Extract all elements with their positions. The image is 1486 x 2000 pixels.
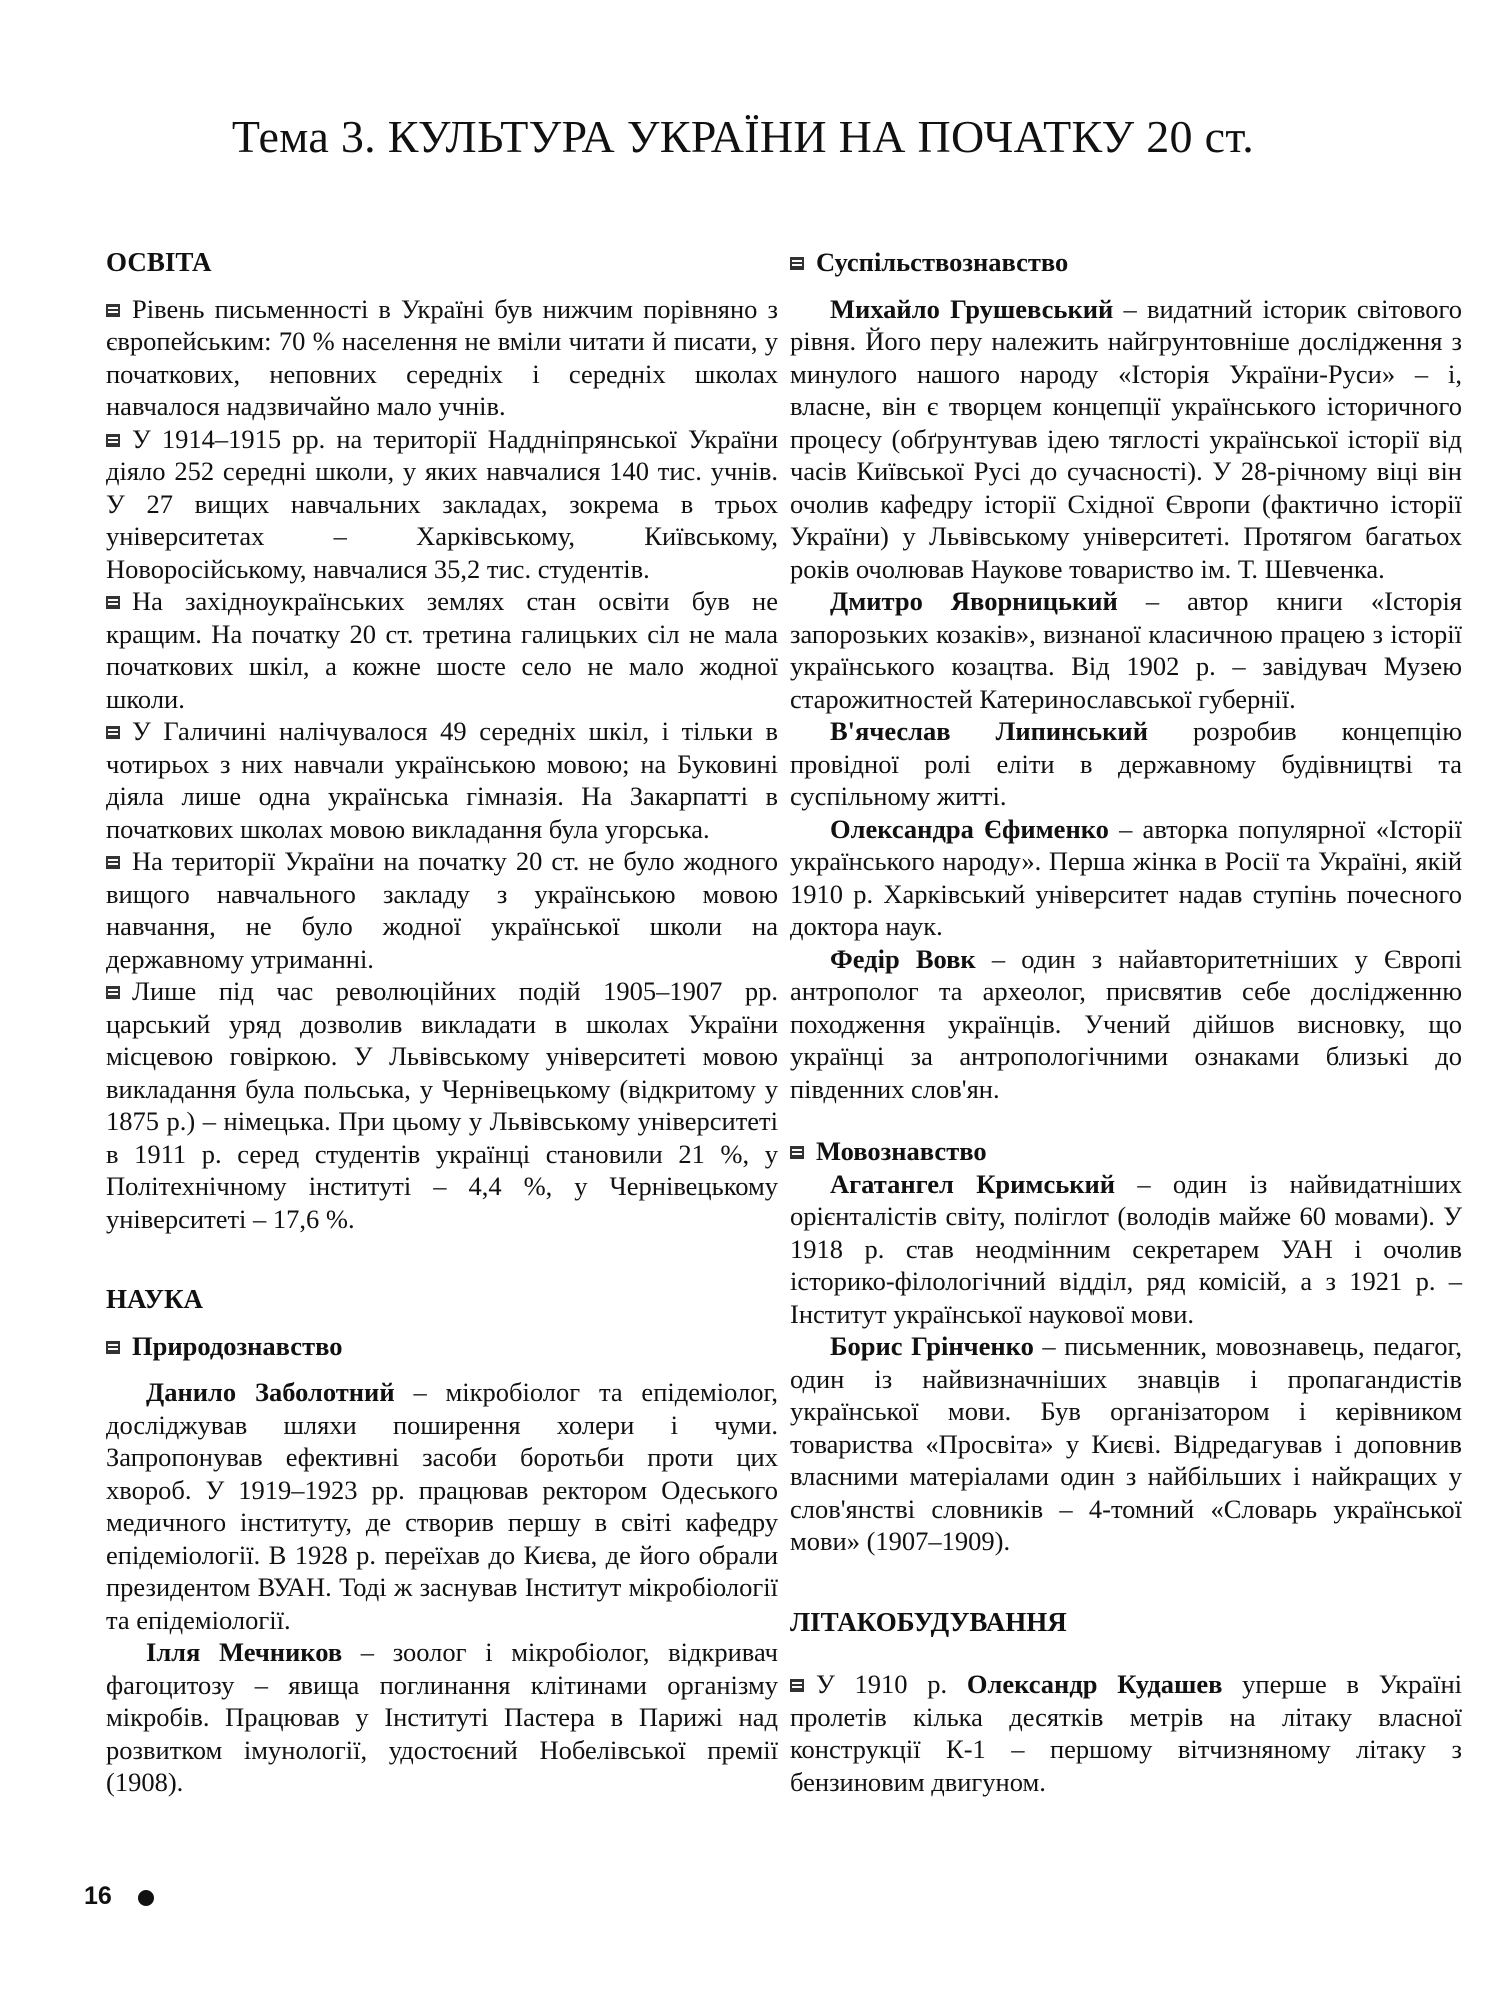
hrushevsky-text: – видатний історик світового рівня. Його перу належить найгрунтовніше дослідження з минулого нашого народу «Історія України-Руси» – і, власне, він є творцем концепції українського історичного процесу (обґрунтував ідею тяглості української історії від часів Київської Русі до сучасності). У 28-річному віці він очолив кафедру історії Східної Європи (фактично історії України) у Львівському університеті. Протягом багатьох років очолював Наукове товариство ім. Т. Шевченка.	[790, 293, 1463, 584]
kudashev-pre: У 1910 р.	[816, 1669, 967, 1699]
krymsky-paragraph	[790, 1168, 1462, 1331]
yavornytsky-text: – автор книги «Історія запорозьких козаків», визнаної класичною працею з історії українського козацтва. Від 1902 р. – завідувач Музею старожитностей Катеринославської губернії.	[790, 586, 1462, 714]
yefymenko-paragraph	[790, 813, 1462, 943]
zabolotny-name: Данило Заболотний	[146, 1377, 395, 1407]
hrushevsky-paragraph	[790, 293, 1462, 586]
hrinchenko-text: – письменник, мовознавець, педагог, один із найвизначніших знавців і пропагандистів української мови. Був організатором і керівником товариства «Просвіта» у Києві. Відредагував і доповнив власними матеріалами один з найбільших і найкращих у слов'янстві словників – 4-томний «Словарь української мови» (1907–1909).	[790, 1331, 1462, 1556]
lypynsky-paragraph	[790, 715, 1462, 813]
mechnikov-name: Ілля Мечников	[146, 1637, 343, 1667]
suspilstvoznavstvo-heading: Суспільствознавство	[790, 246, 1462, 279]
osvita-item-3: На західноукраїнських землях стан освіти був не кращим. На початку 20 ст. третина галицьких сіл не мала початкових шкіл, а кожне шосте село не мало жодної школи.	[106, 586, 778, 714]
page-title: Тема 3. КУЛЬТУРА УКРАЇНИ НА ПОЧАТКУ 20 ст.	[231, 111, 1255, 162]
mechnikov-paragraph	[106, 1636, 778, 1799]
zabolotny-paragraph	[106, 1376, 778, 1636]
litakobuduvannya-heading: ЛІТАКОБУДУВАННЯ	[790, 1606, 1067, 1637]
krymsky-name: Агатангел Кримський	[830, 1168, 1116, 1199]
hrinchenko-paragraph	[790, 1330, 1462, 1558]
osvita-heading: ОСВІТА	[106, 247, 212, 277]
yavornytsky-paragraph	[790, 585, 1462, 715]
yefymenko-name: Олександра Єфименко	[830, 813, 1109, 844]
zabolotny-text: – мікробіолог та епідеміолог, досліджував шляхи поширення холери і чуми. Запропонував ефективні засоби боротьби проти цих хвороб. У 1919–1923 рр. працював ректором Одеського медичного інституту, де створив першу в світі кафедру епідеміології. В 1928 р. переїхав до Києва, де його обрали президентом ВУАН. Тоді ж заснував Інститут мікробіології та епідеміології.	[106, 1377, 778, 1635]
krymsky-text: – один із найвидатніших орієнталістів світу, поліглот (володів майже 60 мовами). У 1918 р. став неодмінним секретарем УАН і очолив історико-філологічний відділ, ряд комісій, а з 1921 р. – Інститут української наукової мови.	[790, 1168, 1462, 1329]
yavornytsky-name: Дмитро Яворницький	[830, 586, 1118, 616]
mechnikov-text: – зоолог і мікробіолог, відкривач фагоцитозу – явища поглинання клітинами організму мікробів. Працював у Інституті Пастера в Парижі над розвитком імунології, удостоєний Нобелівської премії (1908).	[106, 1637, 778, 1797]
vovk-name: Федір Вовк	[830, 943, 976, 974]
right-column	[790, 246, 1462, 1798]
kudashev-name: Олександр Кудашев	[966, 1669, 1223, 1699]
osvita-item-2: У 1914–1915 рр. на території Наддніпрянської України діяло 252 середні школи, у яких навчалися 140 тис. учнів. У 27 вищих навчальних закладах, зокрема в трьох університетах – Харківському, Київському, Новоросійському, навчалися 35,2 тис. студентів.	[106, 423, 778, 584]
kudashev-text: уперше в Україні пролетів кілька десятків метрів на літаку власної конструкції К-1 – першому вітчизняному літаку з бензиновим двигуном.	[790, 1669, 1462, 1797]
lypynsky-name: В'ячеслав Липинський	[830, 716, 1148, 746]
hrinchenko-name: Борис Грінченко	[830, 1331, 1034, 1361]
vovk-paragraph	[790, 943, 1462, 1106]
kudashev-paragraph	[790, 1668, 1462, 1798]
osvita-item-5: На території України на початку 20 ст. не було жодного вищого навчального закладу з українською мовою навчання, не було жодної української школи на державному утриманні.	[106, 846, 778, 974]
page-number: 16	[84, 1882, 112, 1910]
lypynsky-text: розробив концепцію провідної ролі еліти в державному будівництві та суспільному житті.	[790, 716, 1463, 811]
movoznavstvo-heading: Мовознавство	[790, 1135, 1462, 1168]
osvita-item-1: Рівень письменності в Україні був нижчим порівняно з європейським: 70 % населення не вміли читати й писати, у початкових, неповних середніх і середніх школах навчалося надзвичайно мало учнів.	[106, 293, 778, 421]
page-dot-icon	[138, 1890, 154, 1906]
osvita-item-6: Лише під час революційних подій 1905–1907 рр. царський уряд дозволив викладати в школах України місцевою говіркою. У Львівському університеті мовою викладання була польська, у Чернівецькому (відкритому у 1875 р.) – німецька. При цьому у Львівському університеті в 1911 р. серед студентів українці становили 21 %, у Політехнічному інституті – 4,4 %, у Чернівецькому університеті – 17,6 %.	[106, 976, 778, 1234]
vovk-text: – один з найавторитетніших у Європі антрополог та археолог, присвятив себе дослідженню походження українців. Учений дійшов висновку, що українці за антропологічними ознаками близькі до південних слов'ян.	[790, 943, 1463, 1104]
yefymenko-text: – авторка популярної «Історії українського народу». Перша жінка в Росії та Україні, якій 1910 р. Харківський університет надав ступінь почесного доктора наук.	[790, 813, 1462, 941]
hrushevsky-name: Михайло Грушевський	[830, 293, 1114, 324]
nauka-heading: НАУКА	[106, 1284, 204, 1314]
osvita-item-4: У Галичині налічувалося 49 середніх шкіл, і тільки в чотирьох з них навчали українською мовою; на Буковині діяла лише одна українська гімназія. На Закарпатті в початкових школах мовою викладання була угорська.	[106, 716, 778, 844]
pryrodoznavstvo-heading: Природознавство	[106, 1330, 778, 1363]
left-column	[106, 246, 778, 1799]
